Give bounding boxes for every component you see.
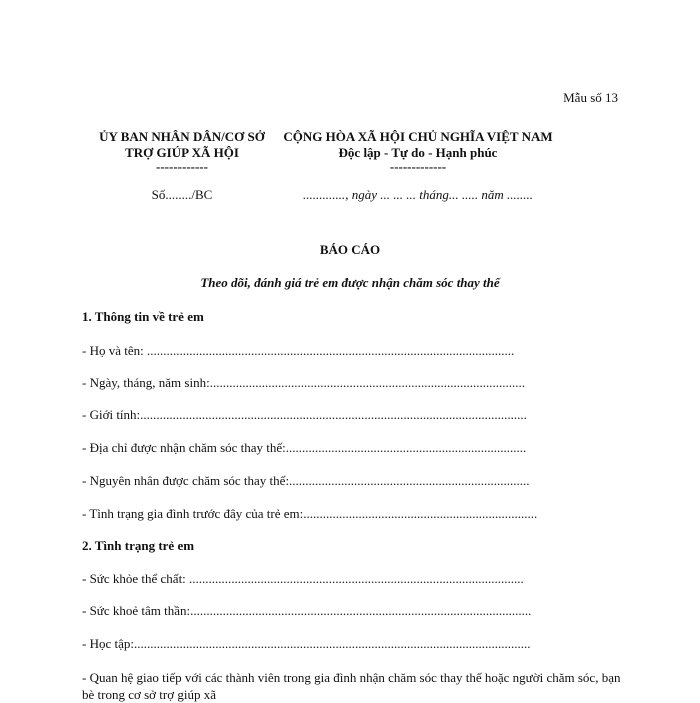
section-2-heading: 2. Tình trạng trẻ em <box>82 538 195 553</box>
agency-line-1: ỦY BAN NHÂN DÂN/CƠ SỞ <box>99 129 265 144</box>
country-name: CỘNG HÒA XÃ HỘI CHỦ NGHĨA VIỆT NAM <box>283 129 553 144</box>
field-care-address: - Địa chỉ được nhận chăm sóc thay thế:.......................................................................... <box>82 440 527 455</box>
form-number: Mẫu số 13 <box>563 90 618 105</box>
field-mental-health: - Sức khoẻ tâm thần:......................................................................................................... <box>82 603 532 618</box>
motto: Độc lập - Tự do - Hạnh phúc <box>338 145 498 160</box>
document-number: Số......../BC <box>151 187 213 202</box>
field-physical-health: - Sức khỏe thể chất: ....................................................................................................... <box>82 571 524 586</box>
report-title: BÁO CÁO <box>319 242 381 257</box>
motto-divider: ------------- <box>389 159 447 174</box>
section-1-heading: 1. Thông tin về trẻ em <box>82 309 204 324</box>
field-care-reason: - Nguyên nhân được chăm sóc thay thế:.......................................................................... <box>82 473 530 488</box>
report-subtitle: Theo dõi, đánh giá trẻ em được nhận chăm sóc thay thế <box>200 275 500 290</box>
field-full-name: - Họ và tên: ................................................................................................................. <box>82 343 515 358</box>
field-education: - Học tập:.......................................................................................................................... <box>82 636 531 651</box>
field-date-of-birth: - Ngày, tháng, năm sinh:................................................................................................. <box>82 375 525 390</box>
date-line: ............., ngày ... ... ... tháng... ..... năm ........ <box>302 187 534 202</box>
agency-divider: ------------ <box>156 159 208 174</box>
field-relationships: - Quan hệ giao tiếp với các thành viên trong gia đình nhận chăm sóc thay thế hoặc người chăm sóc, bạn bè trong cơ sở trợ giúp xã <box>82 670 621 702</box>
national-motto-header <box>268 129 568 173</box>
agency-line-2: TRỢ GIÚP XÃ HỘI <box>125 145 239 160</box>
field-family-situation: - Tình trạng gia đình trước đây của trẻ em:........................................................................ <box>82 506 538 521</box>
field-gender: - Giới tính:....................................................................................................................... <box>82 407 527 422</box>
issuing-agency-header <box>82 129 282 173</box>
